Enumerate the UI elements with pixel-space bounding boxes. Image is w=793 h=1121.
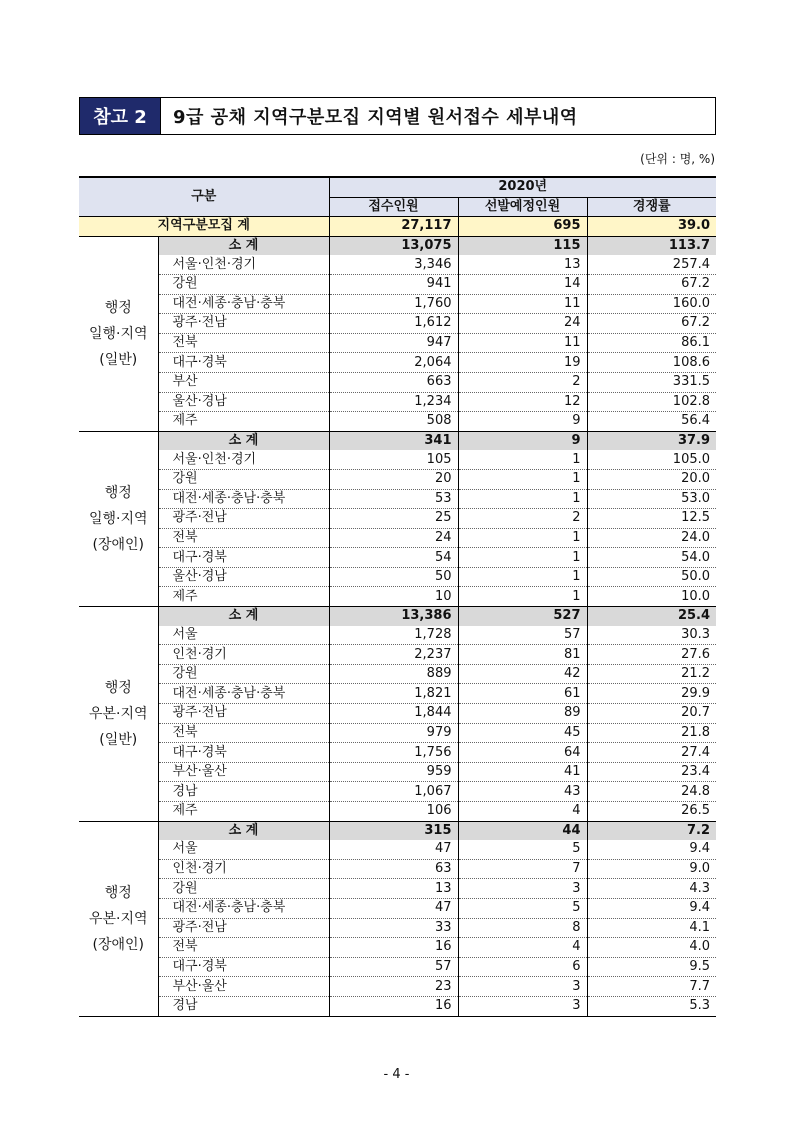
region-name: 제주 <box>158 802 329 822</box>
region-planned: 5 <box>458 898 587 918</box>
region-name: 광주·전남 <box>158 509 329 529</box>
region-name: 서울 <box>158 840 329 859</box>
region-applicants: 3,346 <box>329 255 458 274</box>
region-name: 전북 <box>158 333 329 353</box>
region-applicants: 1,760 <box>329 294 458 314</box>
subtotal-applicants: 13,386 <box>329 607 458 626</box>
region-ratio: 7.7 <box>587 977 716 997</box>
region-name: 강원 <box>158 469 329 489</box>
region-name: 강원 <box>158 274 329 294</box>
table-row <box>79 372 716 392</box>
table-row <box>79 626 716 645</box>
subtotal-ratio: 25.4 <box>587 607 716 626</box>
region-applicants: 1,844 <box>329 704 458 724</box>
region-name: 광주·전남 <box>158 314 329 334</box>
region-ratio: 160.0 <box>587 294 716 314</box>
region-applicants: 959 <box>329 762 458 782</box>
total-row <box>79 217 716 237</box>
region-name: 전북 <box>158 938 329 958</box>
region-applicants: 106 <box>329 802 458 822</box>
region-applicants: 508 <box>329 412 458 432</box>
region-planned: 11 <box>458 333 587 353</box>
region-applicants: 941 <box>329 274 458 294</box>
region-planned: 8 <box>458 918 587 938</box>
region-ratio: 5.3 <box>587 996 716 1016</box>
subtotal-label: 소 계 <box>158 821 329 840</box>
table-row <box>79 333 716 353</box>
group-label-line1: 행정 <box>104 299 132 316</box>
region-applicants: 16 <box>329 996 458 1016</box>
applications-table <box>79 176 716 1017</box>
table-row <box>79 782 716 802</box>
region-name: 강원 <box>158 664 329 684</box>
subtotal-ratio: 113.7 <box>587 236 716 255</box>
table-row <box>79 996 716 1016</box>
region-applicants: 54 <box>329 548 458 568</box>
title-box <box>79 97 716 135</box>
region-planned: 11 <box>458 294 587 314</box>
region-ratio: 9.4 <box>587 898 716 918</box>
region-name: 광주·전남 <box>158 704 329 724</box>
region-planned: 1 <box>458 587 587 607</box>
table-row <box>79 898 716 918</box>
page-title: 9급 공채 지역구분모집 지역별 원서접수 세부내역 <box>173 107 578 128</box>
subtotal-planned: 115 <box>458 236 587 255</box>
region-planned: 81 <box>458 645 587 665</box>
header-year: 2020년 <box>329 177 716 197</box>
region-ratio: 29.9 <box>587 684 716 704</box>
region-applicants: 10 <box>329 587 458 607</box>
title-tag: 참고 2 <box>80 98 161 134</box>
region-name: 제주 <box>158 587 329 607</box>
table-row <box>79 314 716 334</box>
subtotal-label: 소 계 <box>158 431 329 450</box>
region-name: 서울·인천·경기 <box>158 255 329 274</box>
region-ratio: 108.6 <box>587 353 716 373</box>
table-row <box>79 723 716 743</box>
region-planned: 45 <box>458 723 587 743</box>
group-label-line2: 일행·지역 <box>88 510 148 527</box>
subtotal-label: 소 계 <box>158 236 329 255</box>
region-planned: 7 <box>458 859 587 879</box>
region-applicants: 2,064 <box>329 353 458 373</box>
region-ratio: 27.6 <box>587 645 716 665</box>
region-name: 경남 <box>158 996 329 1016</box>
region-ratio: 30.3 <box>587 626 716 645</box>
region-ratio: 9.0 <box>587 859 716 879</box>
group-label <box>79 431 158 606</box>
region-ratio: 67.2 <box>587 314 716 334</box>
region-ratio: 86.1 <box>587 333 716 353</box>
region-ratio: 12.5 <box>587 509 716 529</box>
table-row <box>79 977 716 997</box>
total-applicants: 27,117 <box>329 217 458 237</box>
table-row <box>79 274 716 294</box>
region-planned: 6 <box>458 957 587 977</box>
table-row <box>79 762 716 782</box>
table-row <box>79 879 716 899</box>
group-label-line3: (장애인) <box>92 536 144 553</box>
header-planned: 선발예정인원 <box>458 197 587 217</box>
region-applicants: 47 <box>329 898 458 918</box>
header-applicants: 접수인원 <box>329 197 458 217</box>
region-ratio: 105.0 <box>587 450 716 469</box>
table-row <box>79 567 716 587</box>
region-planned: 41 <box>458 762 587 782</box>
region-ratio: 331.5 <box>587 372 716 392</box>
subtotal-planned: 527 <box>458 607 587 626</box>
region-ratio: 4.3 <box>587 879 716 899</box>
total-label: 지역구분모집 계 <box>79 217 329 237</box>
table-row <box>79 645 716 665</box>
table-row <box>79 918 716 938</box>
region-applicants: 47 <box>329 840 458 859</box>
subtotal-applicants: 13,075 <box>329 236 458 255</box>
region-applicants: 25 <box>329 509 458 529</box>
region-ratio: 10.0 <box>587 587 716 607</box>
group-label <box>79 821 158 1016</box>
table-row <box>79 294 716 314</box>
region-applicants: 23 <box>329 977 458 997</box>
subtotal-ratio: 37.9 <box>587 431 716 450</box>
subtotal-row <box>79 236 716 255</box>
region-name: 인천·경기 <box>158 859 329 879</box>
table-row <box>79 802 716 822</box>
region-applicants: 16 <box>329 938 458 958</box>
region-name: 강원 <box>158 879 329 899</box>
subtotal-planned: 44 <box>458 821 587 840</box>
region-ratio: 54.0 <box>587 548 716 568</box>
region-name: 대전·세종·충남·충북 <box>158 294 329 314</box>
region-planned: 1 <box>458 469 587 489</box>
region-ratio: 23.4 <box>587 762 716 782</box>
region-applicants: 663 <box>329 372 458 392</box>
region-ratio: 4.1 <box>587 918 716 938</box>
region-planned: 43 <box>458 782 587 802</box>
region-ratio: 53.0 <box>587 489 716 509</box>
region-applicants: 33 <box>329 918 458 938</box>
region-planned: 19 <box>458 353 587 373</box>
table-row <box>79 469 716 489</box>
region-name: 대구·경북 <box>158 957 329 977</box>
region-ratio: 9.4 <box>587 840 716 859</box>
subtotal-applicants: 341 <box>329 431 458 450</box>
region-planned: 61 <box>458 684 587 704</box>
region-applicants: 105 <box>329 450 458 469</box>
subtotal-planned: 9 <box>458 431 587 450</box>
region-applicants: 24 <box>329 528 458 548</box>
region-name: 서울·인천·경기 <box>158 450 329 469</box>
group-label <box>79 236 158 431</box>
region-planned: 1 <box>458 567 587 587</box>
group-label-line2: 우본·지역 <box>88 910 148 927</box>
table-row <box>79 509 716 529</box>
group-label-line3: (일반) <box>99 731 138 748</box>
region-applicants: 1,234 <box>329 392 458 412</box>
region-ratio: 26.5 <box>587 802 716 822</box>
region-applicants: 53 <box>329 489 458 509</box>
group-label-line1: 행정 <box>104 484 132 501</box>
region-planned: 9 <box>458 412 587 432</box>
region-name: 인천·경기 <box>158 645 329 665</box>
region-applicants: 1,612 <box>329 314 458 334</box>
table-row <box>79 528 716 548</box>
total-planned: 695 <box>458 217 587 237</box>
region-name: 울산·경남 <box>158 567 329 587</box>
group-label-line2: 우본·지역 <box>88 705 148 722</box>
region-planned: 12 <box>458 392 587 412</box>
table-row <box>79 548 716 568</box>
region-applicants: 979 <box>329 723 458 743</box>
region-applicants: 1,756 <box>329 743 458 763</box>
region-ratio: 20.0 <box>587 469 716 489</box>
table-row <box>79 684 716 704</box>
region-applicants: 1,067 <box>329 782 458 802</box>
subtotal-row <box>79 431 716 450</box>
region-applicants: 57 <box>329 957 458 977</box>
region-applicants: 947 <box>329 333 458 353</box>
region-name: 대구·경북 <box>158 548 329 568</box>
total-ratio: 39.0 <box>587 217 716 237</box>
group-label-line3: (장애인) <box>92 936 144 953</box>
table-row <box>79 664 716 684</box>
region-applicants: 13 <box>329 879 458 899</box>
region-name: 광주·전남 <box>158 918 329 938</box>
region-ratio: 9.5 <box>587 957 716 977</box>
region-name: 대구·경북 <box>158 353 329 373</box>
region-planned: 4 <box>458 802 587 822</box>
region-ratio: 24.8 <box>587 782 716 802</box>
subtotal-applicants: 315 <box>329 821 458 840</box>
group-label-line1: 행정 <box>104 884 132 901</box>
region-applicants: 50 <box>329 567 458 587</box>
region-planned: 4 <box>458 938 587 958</box>
region-ratio: 102.8 <box>587 392 716 412</box>
region-applicants: 2,237 <box>329 645 458 665</box>
region-planned: 42 <box>458 664 587 684</box>
region-ratio: 20.7 <box>587 704 716 724</box>
table-row <box>79 859 716 879</box>
region-ratio: 27.4 <box>587 743 716 763</box>
group-label-line3: (일반) <box>99 351 138 368</box>
region-ratio: 56.4 <box>587 412 716 432</box>
group-label-line1: 행정 <box>104 679 132 696</box>
table-row <box>79 840 716 859</box>
region-name: 부산·울산 <box>158 977 329 997</box>
region-name: 제주 <box>158 412 329 432</box>
region-applicants: 1,728 <box>329 626 458 645</box>
region-name: 울산·경남 <box>158 392 329 412</box>
region-planned: 3 <box>458 879 587 899</box>
subtotal-row <box>79 607 716 626</box>
table-row <box>79 489 716 509</box>
header-ratio: 경쟁률 <box>587 197 716 217</box>
group-label-line2: 일행·지역 <box>88 325 148 342</box>
region-planned: 89 <box>458 704 587 724</box>
region-ratio: 257.4 <box>587 255 716 274</box>
region-planned: 1 <box>458 450 587 469</box>
region-name: 대구·경북 <box>158 743 329 763</box>
region-ratio: 4.0 <box>587 938 716 958</box>
region-name: 대전·세종·충남·충북 <box>158 898 329 918</box>
region-planned: 5 <box>458 840 587 859</box>
region-name: 부산·울산 <box>158 762 329 782</box>
table-row <box>79 704 716 724</box>
region-planned: 3 <box>458 977 587 997</box>
region-planned: 3 <box>458 996 587 1016</box>
table-row <box>79 450 716 469</box>
subtotal-label: 소 계 <box>158 607 329 626</box>
table-row <box>79 412 716 432</box>
region-planned: 24 <box>458 314 587 334</box>
header-row-top <box>79 177 716 197</box>
header-category: 구분 <box>79 177 329 217</box>
region-planned: 1 <box>458 548 587 568</box>
subtotal-row <box>79 821 716 840</box>
page-number: - 4 - <box>383 1067 410 1082</box>
table-row <box>79 255 716 274</box>
region-applicants: 63 <box>329 859 458 879</box>
region-ratio: 50.0 <box>587 567 716 587</box>
table-row <box>79 743 716 763</box>
table-row <box>79 938 716 958</box>
region-name: 대전·세종·충남·충북 <box>158 684 329 704</box>
table-row <box>79 353 716 373</box>
group-label <box>79 607 158 822</box>
region-planned: 2 <box>458 372 587 392</box>
region-planned: 2 <box>458 509 587 529</box>
table-row <box>79 957 716 977</box>
region-applicants: 1,821 <box>329 684 458 704</box>
region-name: 서울 <box>158 626 329 645</box>
region-planned: 14 <box>458 274 587 294</box>
region-planned: 1 <box>458 489 587 509</box>
region-name: 경남 <box>158 782 329 802</box>
region-ratio: 21.8 <box>587 723 716 743</box>
region-name: 부산 <box>158 372 329 392</box>
unit-label: (단위 : 명, %) <box>640 152 715 166</box>
region-name: 전북 <box>158 723 329 743</box>
region-ratio: 24.0 <box>587 528 716 548</box>
subtotal-ratio: 7.2 <box>587 821 716 840</box>
region-planned: 64 <box>458 743 587 763</box>
region-planned: 1 <box>458 528 587 548</box>
region-ratio: 21.2 <box>587 664 716 684</box>
table-row <box>79 392 716 412</box>
region-applicants: 20 <box>329 469 458 489</box>
region-name: 전북 <box>158 528 329 548</box>
region-ratio: 67.2 <box>587 274 716 294</box>
region-name: 대전·세종·충남·충북 <box>158 489 329 509</box>
table-row <box>79 587 716 607</box>
region-applicants: 889 <box>329 664 458 684</box>
region-planned: 13 <box>458 255 587 274</box>
region-planned: 57 <box>458 626 587 645</box>
